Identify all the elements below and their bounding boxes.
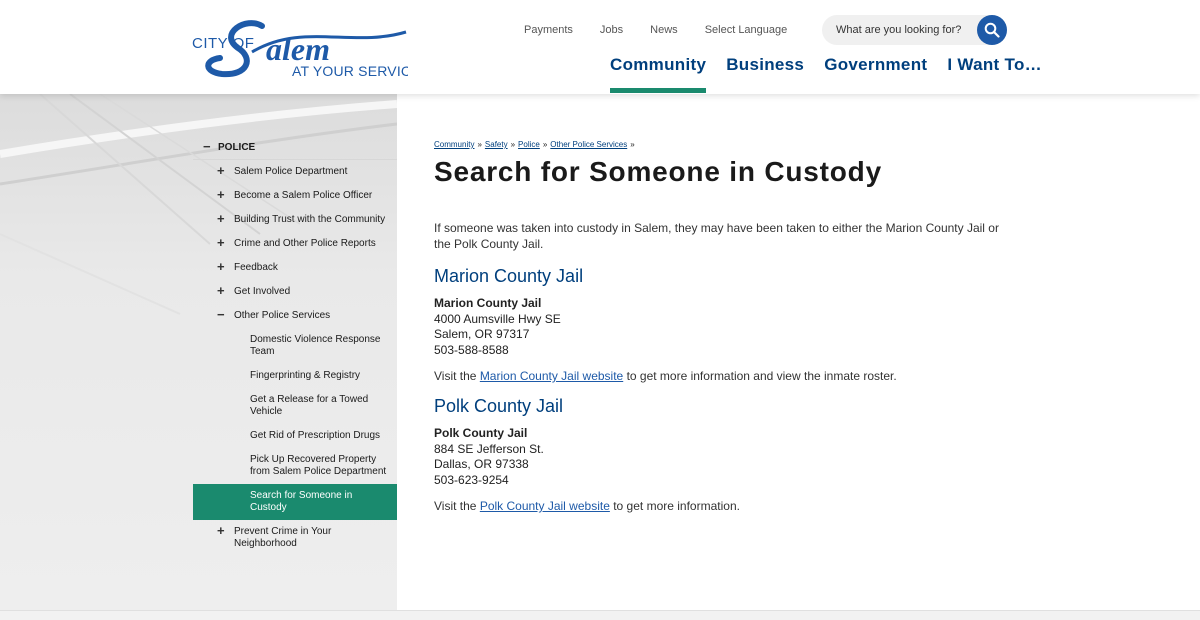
nav-community[interactable]: Community — [610, 55, 706, 94]
collapse-icon[interactable]: − — [203, 139, 211, 154]
sidebar-item-label: Building Trust with the Community — [234, 214, 386, 225]
breadcrumb-safety[interactable]: Safety — [484, 140, 508, 149]
salem-logo-icon — [192, 12, 408, 82]
sidebar-item-feedback[interactable] — [193, 256, 397, 280]
sidebar-subitem-towed-vehicle[interactable]: Get a Release for a Towed Vehicle — [250, 394, 369, 417]
nav-business[interactable]: Business — [726, 55, 805, 74]
sidebar-item-label: Crime and Other Police Reports — [234, 238, 376, 249]
sidebar-item-other-police-services[interactable] — [193, 304, 397, 328]
marion-visit-text — [434, 369, 1014, 383]
sidebar-item-police[interactable] — [193, 138, 397, 160]
news-link[interactable]: News — [650, 24, 678, 36]
breadcrumb — [434, 140, 1014, 152]
utility-nav — [524, 24, 814, 36]
breadcrumb-separator: » — [542, 140, 548, 149]
visit-prefix: Visit the — [434, 369, 477, 383]
city-logo[interactable] — [192, 12, 408, 82]
sidebar-item-become-officer[interactable] — [193, 184, 397, 208]
breadcrumb-community[interactable]: Community — [434, 140, 475, 149]
jail-name: Polk County Jail — [434, 426, 528, 440]
sidebar-item-salem-police-department[interactable] — [193, 160, 397, 184]
search-input[interactable] — [836, 21, 976, 39]
breadcrumb-police[interactable]: Police — [518, 140, 540, 149]
breadcrumb-other-police-services[interactable]: Other Police Services — [550, 140, 628, 149]
sidebar-subitem-recovered-property[interactable]: Pick Up Recovered Property from Salem Police Department — [250, 454, 387, 477]
marion-jail-website-link[interactable]: Marion County Jail website — [479, 369, 624, 383]
sidebar-item-get-involved[interactable] — [193, 280, 397, 304]
breadcrumb-separator: » — [510, 140, 516, 149]
collapse-icon[interactable]: − — [217, 307, 225, 322]
polk-jail-address — [434, 426, 1014, 488]
main-nav — [610, 55, 1062, 94]
expand-icon[interactable]: + — [217, 259, 225, 274]
sidebar-item-label: Prevent Crime in Your Neighborhood — [234, 526, 332, 549]
site-header — [0, 0, 1200, 94]
search-icon — [984, 22, 1000, 38]
jail-street: 884 SE Jefferson St. — [434, 441, 544, 456]
polk-jail-heading: Polk County Jail — [434, 396, 564, 416]
sidebar-item-label: Feedback — [234, 262, 278, 273]
expand-icon[interactable]: + — [217, 235, 225, 250]
page-title: Search for Someone in Custody — [434, 156, 882, 187]
jail-city: Salem, OR 97317 — [434, 327, 530, 341]
payments-link[interactable]: Payments — [524, 24, 573, 36]
select-language-link[interactable]: Select Language — [704, 24, 788, 36]
svg-text:AT YOUR SERVICE: AT YOUR SERVICE — [292, 63, 408, 79]
svg-text:alem: alem — [266, 31, 330, 67]
expand-icon[interactable]: + — [217, 283, 225, 298]
sidebar-nav — [193, 138, 397, 556]
sidebar-item-label: Get Involved — [234, 286, 291, 297]
breadcrumb-separator: » — [477, 140, 482, 149]
nav-government[interactable]: Government — [824, 55, 928, 74]
sidebar-subitem-domestic-violence[interactable]: Domestic Violence Response Team — [250, 334, 381, 357]
sidebar-item-crime-reports[interactable] — [193, 232, 397, 256]
marion-jail-address — [434, 296, 1014, 358]
sidebar-item-label: Become a Salem Police Officer — [234, 190, 373, 201]
expand-icon[interactable]: + — [217, 187, 225, 202]
jail-phone: 503-588-8588 — [434, 342, 509, 357]
visit-prefix: Visit the — [434, 499, 477, 513]
jail-city: Dallas, OR 97338 — [434, 457, 529, 471]
nav-i-want-to[interactable]: I Want To… — [947, 55, 1042, 74]
main-content — [434, 140, 1014, 513]
footer-divider — [0, 610, 1200, 620]
jail-street: 4000 Aumsville Hwy SE — [434, 311, 561, 326]
jobs-link[interactable]: Jobs — [599, 24, 624, 36]
svg-text:CITY OF: CITY OF — [192, 35, 255, 52]
polk-jail-website-link[interactable]: Polk County Jail website — [479, 499, 610, 513]
sidebar-item-building-trust[interactable] — [193, 208, 397, 232]
sidebar-subitem-prescription-drugs[interactable]: Get Rid of Prescription Drugs — [250, 430, 381, 441]
marion-jail-heading: Marion County Jail — [434, 266, 584, 286]
marion-jail-section — [434, 266, 1014, 383]
visit-suffix: to get more information. — [613, 499, 740, 513]
jail-phone: 503-623-9254 — [434, 472, 509, 487]
breadcrumb-separator: » — [630, 140, 635, 149]
sidebar-subitem-search-custody[interactable]: Search for Someone in Custody — [193, 484, 397, 520]
jail-name: Marion County Jail — [434, 296, 542, 310]
visit-suffix: to get more information and view the inmate roster. — [626, 369, 897, 383]
sidebar-item-label: POLICE — [218, 142, 256, 153]
intro-text: If someone was taken into custody in Salem, they may have been taken to either the Marion County Jail or the Polk County Jail. — [434, 221, 999, 251]
polk-jail-section — [434, 396, 1014, 513]
expand-icon[interactable]: + — [217, 163, 225, 178]
sidebar-item-prevent-crime[interactable] — [193, 520, 397, 556]
sidebar-item-label: Salem Police Department — [234, 166, 348, 177]
search-box — [822, 15, 1007, 45]
expand-icon[interactable]: + — [217, 523, 225, 538]
sidebar-subitem-fingerprinting[interactable]: Fingerprinting & Registry — [250, 370, 361, 381]
polk-visit-text — [434, 499, 1014, 513]
expand-icon[interactable]: + — [217, 211, 225, 226]
search-button[interactable] — [977, 15, 1007, 45]
sidebar-item-label: Other Police Services — [234, 310, 331, 321]
